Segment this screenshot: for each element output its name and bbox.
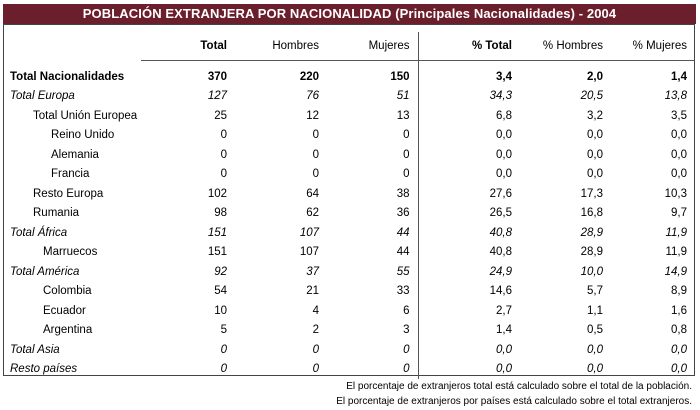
- cell-total: 127: [207, 90, 227, 103]
- cell-hombres: 107: [299, 246, 319, 259]
- cell-pct-total: 40,8: [418, 243, 520, 263]
- cell-pct-mujeres: 10,3: [664, 187, 687, 200]
- cell-pct-mujeres: 1,4: [671, 70, 687, 83]
- cell-mujeres: 0: [403, 343, 410, 356]
- cell-pct-hombres: 28,9: [580, 226, 603, 239]
- cell-mujeres: 0: [403, 168, 410, 181]
- table-row: [3, 282, 695, 302]
- cell-mujeres: 44: [396, 246, 410, 259]
- table-row: [3, 61, 695, 87]
- cell-total: 54: [214, 285, 227, 298]
- cell-hombres: 220: [299, 70, 319, 83]
- cell-hombres: 64: [306, 187, 319, 200]
- header-mujeres: Mujeres: [327, 32, 418, 61]
- cell-mujeres: 0: [403, 363, 410, 376]
- row-label: Total Europa: [10, 90, 75, 103]
- cell-pct-total: 2,7: [418, 301, 520, 321]
- cell-total: 0: [220, 129, 227, 142]
- cell-hombres: 76: [306, 90, 319, 103]
- cell-hombres: 37: [306, 265, 319, 278]
- header-label-col: [3, 32, 141, 61]
- cell-pct-hombres: 3,2: [587, 109, 603, 122]
- cell-hombres: 107: [299, 226, 319, 239]
- cell-mujeres: 44: [396, 226, 410, 239]
- cell-pct-hombres: 0,0: [587, 129, 603, 142]
- table-row: [3, 223, 695, 243]
- cell-pct-total: 0,0: [418, 340, 520, 360]
- row-label: Ecuador: [43, 304, 86, 317]
- cell-pct-total: 3,4: [418, 61, 520, 87]
- cell-mujeres: 33: [396, 285, 410, 298]
- table-row: [3, 243, 695, 263]
- cell-hombres: 2: [312, 324, 319, 337]
- cell-hombres: 0: [312, 129, 319, 142]
- cell-pct-total: 6,8: [418, 106, 520, 126]
- cell-pct-mujeres: 11,9: [665, 226, 687, 239]
- cell-total: 370: [207, 70, 227, 83]
- table-row: [3, 87, 695, 107]
- row-label: Total Asia: [10, 343, 60, 356]
- table-row: [3, 145, 695, 165]
- cell-total: 5: [220, 324, 227, 337]
- row-label: Marruecos: [43, 246, 98, 259]
- cell-pct-total: 0,0: [418, 360, 520, 380]
- row-label: Resto Europa: [33, 187, 104, 200]
- cell-pct-mujeres: 0,0: [671, 363, 687, 376]
- cell-hombres: 4: [312, 304, 319, 317]
- cell-pct-mujeres: 0,8: [671, 324, 687, 337]
- table-row: [3, 165, 695, 185]
- cell-hombres: 0: [312, 363, 319, 376]
- header-pct-mujeres: % Mujeres: [611, 32, 695, 61]
- row-label: Total África: [10, 226, 68, 239]
- footnote: El porcentaje de extranjeros por países está calculado sobre el total extranjeros.: [336, 396, 692, 407]
- row-label: Alemania: [51, 148, 99, 161]
- cell-pct-total: 1,4: [418, 321, 520, 341]
- table-row: [3, 126, 695, 146]
- header-pct-hombres: % Hombres: [520, 32, 611, 61]
- cell-pct-hombres: 28,9: [580, 246, 603, 259]
- cell-total: 151: [207, 226, 227, 239]
- row-label: Total Unión Europea: [33, 109, 138, 122]
- table-row: [3, 204, 695, 224]
- cell-total: 10: [214, 304, 227, 317]
- cell-total: 151: [207, 246, 227, 259]
- cell-mujeres: 51: [396, 90, 410, 103]
- cell-pct-hombres: 1,1: [587, 304, 603, 317]
- cell-pct-mujeres: 0,0: [671, 129, 687, 142]
- cell-mujeres: 36: [396, 207, 410, 220]
- cell-hombres: 12: [306, 109, 319, 122]
- table-row: [3, 340, 695, 360]
- table-row: [3, 184, 695, 204]
- row-label: Reino Unido: [51, 129, 115, 142]
- table-title: POBLACIÓN EXTRANJERA POR NACIONALIDAD (Principales Nacionalidades) - 2004: [3, 4, 696, 24]
- header-row: [3, 32, 695, 61]
- row-label: Francia: [51, 168, 90, 181]
- cell-pct-hombres: 0,0: [587, 168, 603, 181]
- header-hombres: Hombres: [235, 32, 327, 61]
- cell-pct-hombres: 0,0: [587, 148, 603, 161]
- row-label: Total Nacionalidades: [10, 70, 125, 83]
- cell-total: 102: [207, 187, 227, 200]
- cell-pct-mujeres: 0,0: [671, 168, 687, 181]
- cell-pct-mujeres: 9,7: [671, 207, 687, 220]
- cell-pct-total: 0,0: [418, 145, 520, 165]
- cell-mujeres: 0: [403, 148, 410, 161]
- cell-pct-mujeres: 0,0: [671, 343, 687, 356]
- data-table: [3, 32, 695, 379]
- table-row: [3, 321, 695, 341]
- cell-pct-total: 27,6: [418, 184, 520, 204]
- cell-hombres: 21: [306, 285, 319, 298]
- cell-pct-hombres: 10,0: [580, 265, 603, 278]
- cell-pct-total: 34,3: [418, 87, 520, 107]
- cell-total: 0: [220, 363, 227, 376]
- cell-hombres: 0: [312, 148, 319, 161]
- row-label: Rumania: [33, 207, 80, 220]
- cell-hombres: 0: [312, 343, 319, 356]
- cell-mujeres: 3: [403, 324, 410, 337]
- cell-total: 98: [214, 207, 227, 220]
- table-row: [3, 360, 695, 380]
- cell-pct-total: 26,5: [418, 204, 520, 224]
- cell-pct-total: 40,8: [418, 223, 520, 243]
- cell-pct-hombres: 20,5: [580, 90, 603, 103]
- cell-pct-mujeres: 11,9: [665, 246, 687, 259]
- table-row: [3, 262, 695, 282]
- cell-mujeres: 13: [396, 109, 410, 122]
- cell-mujeres: 150: [390, 70, 410, 83]
- cell-pct-mujeres: 14,9: [664, 265, 687, 278]
- cell-pct-hombres: 16,8: [580, 207, 603, 220]
- cell-pct-hombres: 17,3: [580, 187, 603, 200]
- row-label: Total América: [10, 265, 80, 278]
- footnotes: [336, 379, 692, 409]
- cell-pct-total: 0,0: [418, 165, 520, 185]
- table-row: [3, 106, 695, 126]
- cell-pct-hombres: 2,0: [587, 70, 603, 83]
- cell-mujeres: 55: [396, 265, 410, 278]
- cell-hombres: 0: [312, 168, 319, 181]
- cell-pct-mujeres: 0,0: [671, 148, 687, 161]
- table-row: [3, 301, 695, 321]
- cell-pct-total: 24,9: [418, 262, 520, 282]
- header-pct-total: % Total: [418, 32, 520, 61]
- cell-hombres: 62: [306, 207, 319, 220]
- cell-pct-hombres: 0,5: [587, 324, 603, 337]
- cell-total: 0: [220, 168, 227, 181]
- cell-pct-hombres: 0,0: [587, 343, 603, 356]
- cell-pct-hombres: 0,0: [587, 363, 603, 376]
- row-label: Resto países: [10, 363, 78, 376]
- header-total: Total: [141, 32, 235, 61]
- cell-pct-mujeres: 1,6: [671, 304, 687, 317]
- cell-pct-total: 14,6: [418, 282, 520, 302]
- cell-mujeres: 6: [403, 304, 410, 317]
- cell-mujeres: 0: [403, 129, 410, 142]
- footnote: El porcentaje de extranjeros total está calculado sobre el total de la población.: [346, 381, 692, 392]
- cell-total: 25: [214, 109, 227, 122]
- row-label: Colombia: [43, 285, 92, 298]
- cell-pct-mujeres: 8,9: [671, 285, 687, 298]
- cell-total: 92: [214, 265, 227, 278]
- cell-pct-hombres: 5,7: [587, 285, 603, 298]
- cell-pct-total: 0,0: [418, 126, 520, 146]
- cell-pct-mujeres: 3,5: [671, 109, 687, 122]
- cell-mujeres: 38: [396, 187, 410, 200]
- row-label: Argentina: [43, 324, 93, 337]
- cell-total: 0: [220, 343, 227, 356]
- cell-total: 0: [220, 148, 227, 161]
- cell-pct-mujeres: 13,8: [664, 90, 687, 103]
